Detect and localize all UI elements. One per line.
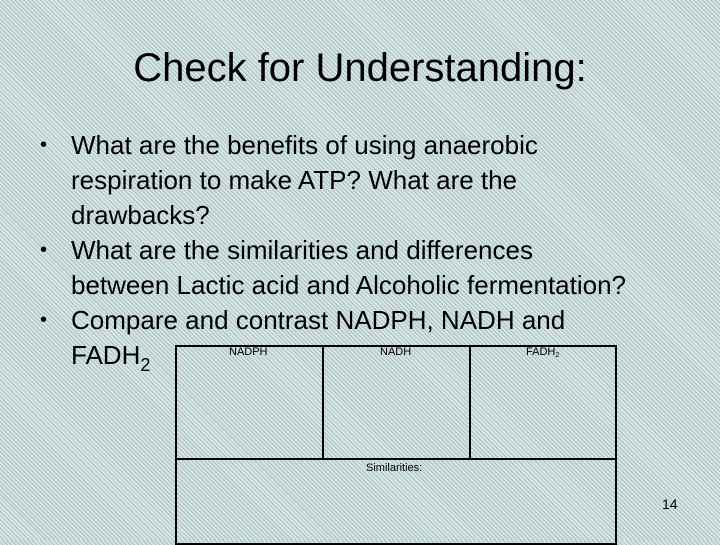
bullet-line: respiration to make ATP? What are the: [71, 165, 518, 195]
bullet-line: between Lactic acid and Alcoholic fermentation?: [71, 270, 627, 300]
page-number: 14: [662, 496, 678, 512]
slide-title: Check for Understanding:: [133, 46, 587, 90]
bullet-item: [40, 233, 700, 303]
bullet-dot: •: [40, 134, 48, 156]
bullet-item: [40, 128, 700, 233]
column-header-fadh2: [526, 345, 559, 359]
bullet-line: FADH: [71, 340, 141, 370]
column-divider: [469, 347, 471, 458]
column-header-nadph: NADPH: [229, 346, 268, 358]
fadh-subscript: 2: [140, 355, 151, 375]
bullet-dot: •: [40, 239, 48, 261]
similarities-label: Similarities:: [366, 462, 423, 474]
column-header-fadh-text: FADH: [526, 346, 556, 358]
bullet-line: drawbacks?: [71, 200, 210, 230]
comparison-table: [175, 345, 617, 545]
column-header-fadh-subscript: 2: [555, 352, 560, 359]
bullet-dot: •: [40, 309, 48, 331]
row-divider: [177, 458, 615, 460]
bullet-line: What are the benefits of using anaerobic: [71, 130, 538, 160]
column-divider: [322, 347, 324, 458]
bullet-line: Compare and contrast NADPH, NADH and: [71, 305, 566, 335]
column-header-nadh: NADH: [380, 346, 412, 358]
bullet-line: What are the similarities and differences: [71, 235, 533, 265]
bullet-list: [40, 128, 700, 373]
